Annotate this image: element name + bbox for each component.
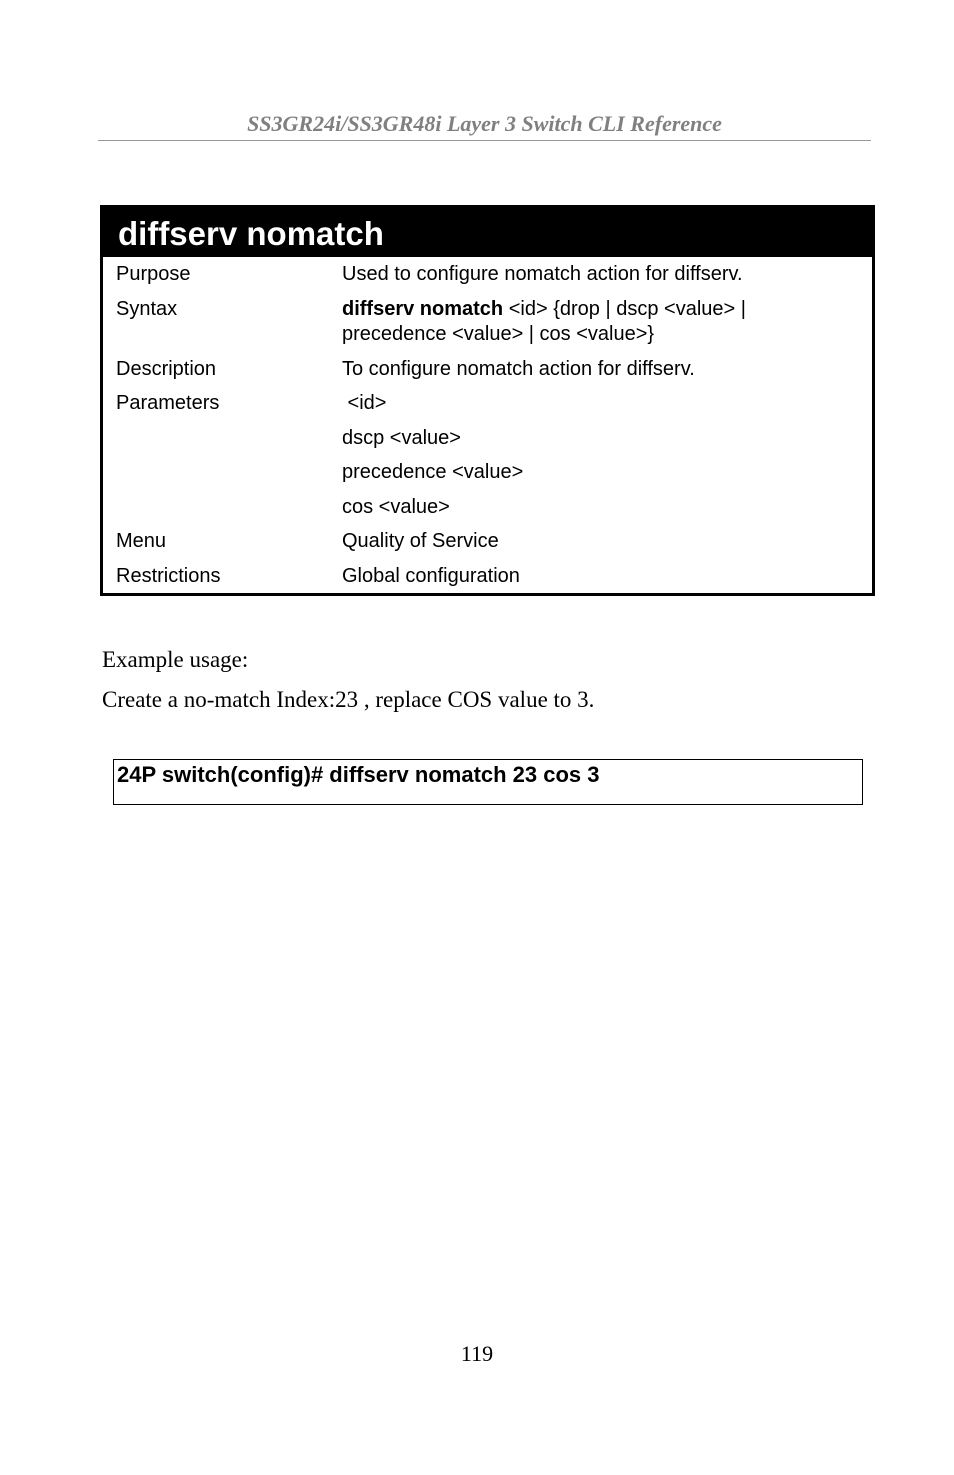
example-code-box bbox=[113, 759, 863, 805]
purpose-value: Used to configure nomatch action for diffserv. bbox=[342, 263, 743, 285]
parameter-cos: cos <value> bbox=[342, 496, 450, 518]
restrictions-label: Restrictions bbox=[116, 565, 221, 587]
syntax-arguments: <id> {drop | dscp <value> | bbox=[503, 298, 746, 320]
parameters-label: Parameters bbox=[116, 392, 220, 414]
syntax-value bbox=[342, 297, 862, 347]
syntax-label: Syntax bbox=[116, 298, 178, 320]
syntax-arguments-line2: precedence <value> | cos <value>} bbox=[342, 323, 655, 345]
restrictions-value: Global configuration bbox=[342, 565, 520, 587]
command-title: diffserv nomatch bbox=[100, 205, 875, 257]
parameter-precedence: precedence <value> bbox=[342, 461, 524, 483]
parameter-dscp: dscp <value> bbox=[342, 427, 461, 449]
purpose-label: Purpose bbox=[116, 263, 191, 285]
menu-label: Menu bbox=[116, 530, 167, 552]
example-code: 24P switch(config)# diffserv nomatch 23 cos 3 bbox=[117, 762, 600, 787]
example-description: Create a no-match Index:23 , replace COS value to 3. bbox=[102, 687, 595, 712]
syntax-keyword: diffserv nomatch bbox=[342, 298, 504, 320]
description-value: To configure nomatch action for diffserv. bbox=[342, 358, 695, 380]
running-header: SS3GR24i/SS3GR48i Layer 3 Switch CLI Reference bbox=[98, 110, 871, 141]
parameter-id: <id> bbox=[342, 392, 387, 414]
example-heading: Example usage: bbox=[102, 647, 249, 672]
command-table bbox=[100, 205, 875, 596]
description-label: Description bbox=[116, 358, 217, 380]
page-number: 119 bbox=[460, 1341, 494, 1366]
menu-value: Quality of Service bbox=[342, 530, 499, 552]
